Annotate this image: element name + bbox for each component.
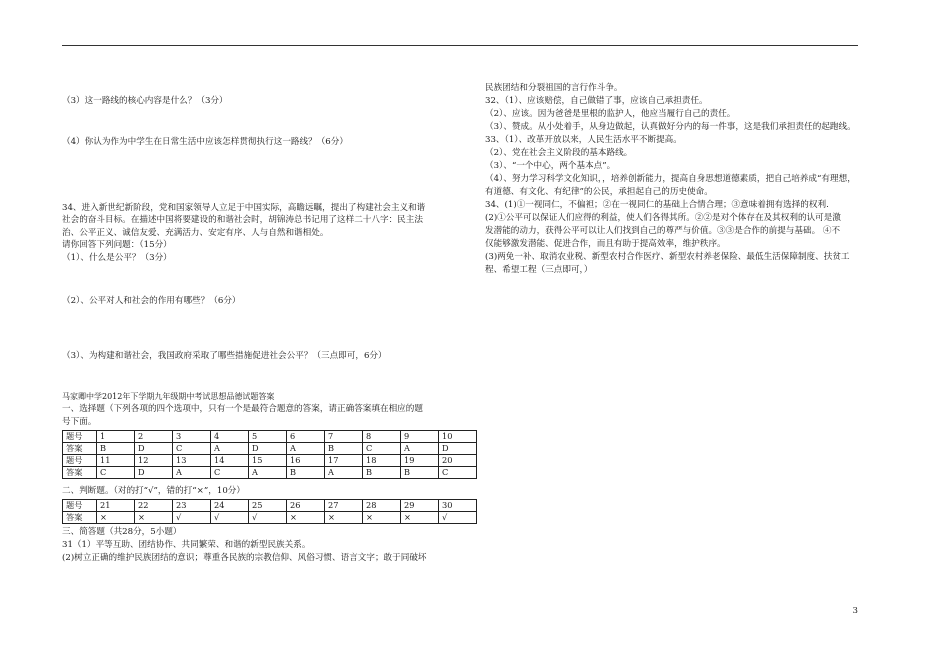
table-cell: × <box>325 512 363 524</box>
answer-31-2-continued: 民族团结和分裂祖国的言行作斗争。 <box>485 83 623 93</box>
question-34-1: （1）、什么是公平？（3分） <box>62 253 172 263</box>
table-cell: D <box>135 467 173 479</box>
table-row <box>63 467 477 479</box>
table-cell: × <box>135 512 173 524</box>
table-cell: √ <box>249 512 287 524</box>
table-row <box>63 455 477 467</box>
table-cell: D <box>439 443 477 455</box>
question-34-3: （3）、为构建和谐社会，我国政府采取了哪些措施促进社会公平？（三点即可，6分） <box>62 351 387 361</box>
page-number: 3 <box>852 606 858 616</box>
table-cell: A <box>325 467 363 479</box>
table-cell: D <box>249 443 287 455</box>
answer-34-1: 34、(1)①一视同仁，不偏袒；②在一视同仁的基础上合情合理；③意味着拥有选择的权利. <box>485 200 829 210</box>
table-cell: B <box>97 443 135 455</box>
table-cell: 11 <box>97 455 135 467</box>
answer-31-1: 31（1）平等互助、团结协作、共同繁荣、和谐的新型民族关系。 <box>62 540 311 550</box>
table-cell: 9 <box>401 431 439 443</box>
table-row-header: 答案 <box>63 512 97 524</box>
table-cell: C <box>173 443 211 455</box>
question-34-intro-line3: 治、公平正义、诚信友爱、充满活力、安定有序、人与自然和谐相处。 <box>62 228 329 238</box>
answer-32-2: （2）、应该。因为爸爸是里根的监护人，他应当履行自己的责任。 <box>485 109 736 119</box>
table-cell: √ <box>173 512 211 524</box>
table-cell: 22 <box>135 500 173 512</box>
answer-34-3-line2: 程、希望工程（三点即可，） <box>485 265 593 275</box>
table-cell: A <box>287 443 325 455</box>
table-row-header: 答案 <box>63 443 97 455</box>
table-cell: 17 <box>325 455 363 467</box>
table-row-header: 题号 <box>63 455 97 467</box>
answer-31-2: (2)树立正确的维护民族团结的意识；尊重各民族的宗教信仰、风俗习惯、语言文字；敢于同破坏 <box>62 553 427 563</box>
table-cell: 20 <box>439 455 477 467</box>
answer-34-2-line3: 仅能够激发潜能、促进合作，而且有助于提高效率，维护秩序。 <box>485 239 726 249</box>
answer-key-title: 马家卿中学2012年下学期九年级期中考试思想品德试题答案 <box>62 392 275 401</box>
table-cell: 10 <box>439 431 477 443</box>
table-row <box>63 443 477 455</box>
table-cell: × <box>97 512 135 524</box>
table-cell: 5 <box>249 431 287 443</box>
answer-33-3: （3）、“一个中心，两个基本点”。 <box>485 161 616 171</box>
table-row <box>63 512 477 524</box>
table-row <box>63 500 477 512</box>
answer-33-1: 33、（1）、改革开放以来，人民生活水平不断提高。 <box>485 135 682 145</box>
table-cell: B <box>325 443 363 455</box>
table-cell: 13 <box>173 455 211 467</box>
table-cell: × <box>287 512 325 524</box>
section3-heading: 三、简答题（共28分，5小题） <box>62 527 182 537</box>
table-cell: √ <box>439 512 477 524</box>
table-cell: 2 <box>135 431 173 443</box>
table-cell: 27 <box>325 500 363 512</box>
question-33-3: （3）这一路线的核心内容是什么？（3分） <box>62 96 228 106</box>
choice-answer-table <box>62 430 477 479</box>
question-34-intro-line1: 34、进入新世纪新阶段，党和国家领导人立足于中国实际，高瞻远瞩，提出了构建社会主义和谐 <box>62 203 426 213</box>
table-cell: C <box>439 467 477 479</box>
answer-34-2-line2: 发潜能的动力，获得公平可以让人们找到自己的尊严与价值。③③是合作的前提与基础。 ④不 <box>485 226 841 236</box>
table-cell: 23 <box>173 500 211 512</box>
table-cell: 6 <box>287 431 325 443</box>
table-cell: 16 <box>287 455 325 467</box>
table-cell: √ <box>211 512 249 524</box>
table-cell: 3 <box>173 431 211 443</box>
table-cell: 4 <box>211 431 249 443</box>
table-cell: C <box>97 467 135 479</box>
answer-34-2-line1: (2)①公平可以保证人们应得的利益，使人们各得其所。②②是对个体存在及其权利的认可是激 <box>485 213 841 223</box>
table-row-header: 题号 <box>63 431 97 443</box>
table-cell: 18 <box>363 455 401 467</box>
table-cell: D <box>135 443 173 455</box>
table-cell: C <box>211 467 249 479</box>
section2-heading: 二、判断题。（对的打“√”，错的打“×”，10分） <box>62 486 245 496</box>
question-34-prompt: 请你回答下列问题：（15分） <box>62 240 172 250</box>
question-34-intro-line2: 社会的奋斗目标。在描述中国将要建设的和谐社会时，胡锦涛总书记用了这样二十八字：民主法 <box>62 215 423 225</box>
question-33-4: （4）你认为作为中学生在日常生活中应该怎样贯彻执行这一路线？（6分） <box>62 137 348 147</box>
table-cell: 12 <box>135 455 173 467</box>
table-cell: B <box>363 467 401 479</box>
table-cell: 26 <box>287 500 325 512</box>
table-cell: A <box>211 443 249 455</box>
table-cell: A <box>401 443 439 455</box>
question-34-2: （2）、公平对人和社会的作用有哪些？（6分） <box>62 296 241 306</box>
table-cell: B <box>401 467 439 479</box>
header-rule <box>62 45 858 46</box>
table-row-header: 题号 <box>63 500 97 512</box>
table-row-header: 答案 <box>63 467 97 479</box>
table-cell: 14 <box>211 455 249 467</box>
table-cell: 15 <box>249 455 287 467</box>
answer-33-4-line2: 有道德、有文化、有纪律”的公民，承担起自己的历史使命。 <box>485 187 713 197</box>
table-row <box>63 431 477 443</box>
answer-32-3: （3）、赞成。从小处着手，从身边做起，认真做好分内的每一件事，这是我们承担责任的起跑线。 <box>485 122 856 132</box>
table-cell: × <box>401 512 439 524</box>
section1-heading-line2: 号下面。 <box>62 417 97 427</box>
answer-33-4-line1: （4）、努力学习科学文化知识，，培养创新能力，提高自身思想道德素质，把自己培养成“有理想， <box>485 174 856 184</box>
answer-34-3-line1: (3)两免一补、取消农业税、新型农村合作医疗、新型农村养老保险、最低生活保障制度、扶贫工 <box>485 252 850 262</box>
table-cell: A <box>249 467 287 479</box>
table-cell: 29 <box>401 500 439 512</box>
answer-32-1: 32、（1）、应该赔偿，自己做错了事，应该自己承担责任。 <box>485 96 708 106</box>
table-cell: A <box>173 467 211 479</box>
table-cell: B <box>287 467 325 479</box>
judgement-answer-table <box>62 499 477 524</box>
section1-heading-line1: 一、选择题（下列各项的四个选项中，只有一个是最符合题意的答案，请正确答案填在相应的题 <box>62 404 423 414</box>
table-cell: 30 <box>439 500 477 512</box>
table-cell: × <box>363 512 401 524</box>
table-cell: 24 <box>211 500 249 512</box>
table-cell: 21 <box>97 500 135 512</box>
table-cell: 8 <box>363 431 401 443</box>
table-cell: 28 <box>363 500 401 512</box>
table-cell: 19 <box>401 455 439 467</box>
table-cell: 25 <box>249 500 287 512</box>
answer-33-2: （2）、党在社会主义阶段的基本路线。 <box>485 148 633 158</box>
table-cell: 7 <box>325 431 363 443</box>
table-cell: C <box>363 443 401 455</box>
table-cell: 1 <box>97 431 135 443</box>
